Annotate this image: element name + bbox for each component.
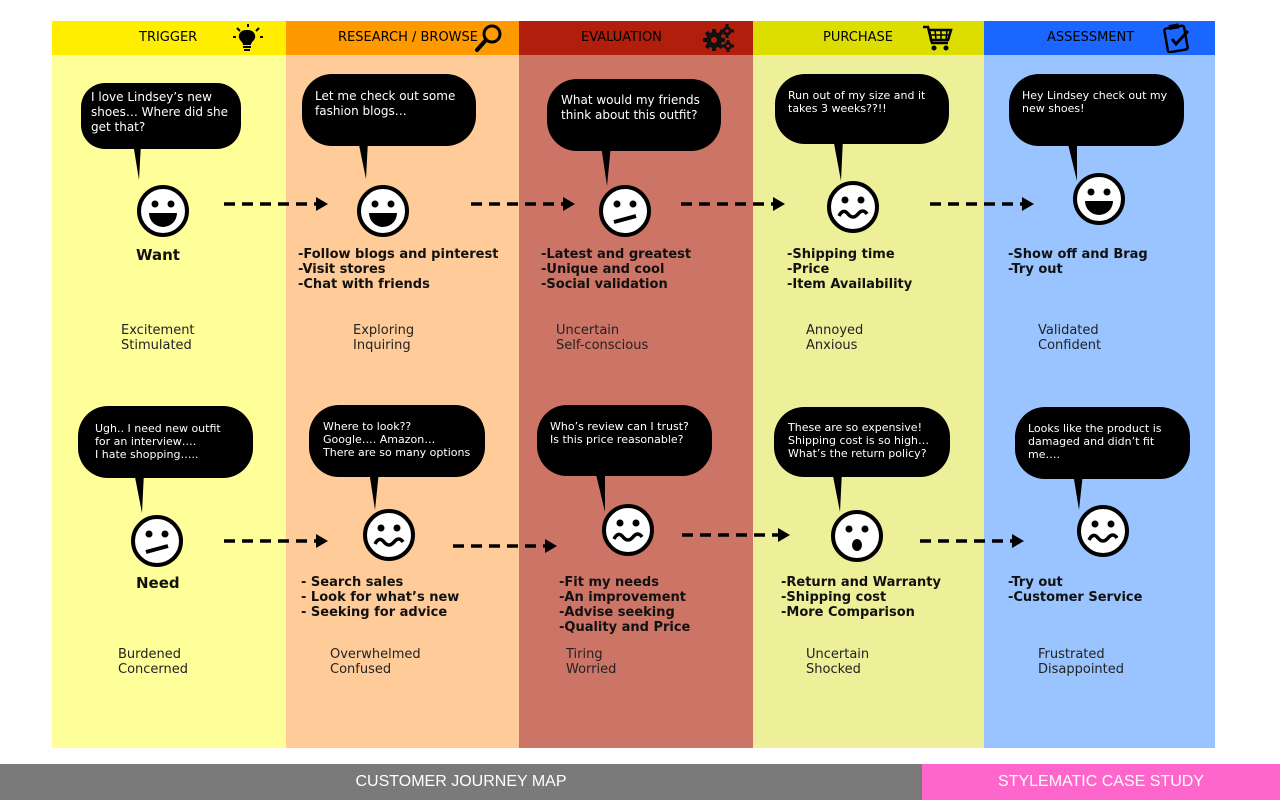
emotion-item: Disappointed (1038, 662, 1125, 677)
stage-title: TRIGGER (139, 30, 198, 45)
speech-bubble (775, 74, 949, 182)
wavy-face-icon (601, 503, 655, 557)
emotion-item: Tiring (566, 647, 603, 662)
speech-bubble (1009, 74, 1184, 182)
touchpoint-list (559, 575, 690, 635)
speech-bubble (537, 405, 712, 513)
wavy-face-icon (826, 180, 880, 234)
footer-case-study-bar (922, 764, 1280, 800)
row-label-need: Need (136, 574, 180, 592)
emotion-item: Anxious (806, 338, 858, 353)
emotion-item: Self-conscious (556, 338, 649, 353)
speech-bubble (774, 407, 950, 513)
stage-title: ASSESSMENT (1047, 30, 1135, 45)
arrow-right-icon (453, 538, 559, 554)
arrow-right-icon (224, 196, 330, 212)
wavy-face-icon (362, 508, 416, 562)
emotion-item: Concerned (118, 662, 189, 677)
stage-title: PURCHASE (823, 30, 893, 45)
happy-face-icon (356, 184, 410, 238)
footer-title-bar (0, 764, 922, 800)
stage-title: RESEARCH / BROWSE (338, 30, 478, 45)
touchpoint-item: -Chat with friends (298, 277, 430, 292)
touchpoint-item: -Unique and cool (541, 262, 665, 277)
touchpoint-item: -More Comparison (781, 605, 915, 620)
arrow-right-icon (681, 196, 787, 212)
emotion-item: Stimulated (121, 338, 192, 353)
footer-case-study: STYLEMATIC CASE STUDY (998, 773, 1204, 790)
touchpoint-item: -Follow blogs and pinterest (298, 247, 499, 262)
touchpoint-item: - Search sales (301, 575, 404, 590)
bubble-text: Ugh.. I need new outfit for an interview…. I hate shopping….. (95, 422, 221, 461)
touchpoint-list (1008, 247, 1148, 277)
speech-bubble (1015, 407, 1190, 511)
touchpoint-item: -Visit stores (298, 262, 386, 277)
wavy-face-icon (1076, 504, 1130, 558)
emotion-item: Shocked (806, 662, 861, 677)
touchpoint-item: -Social validation (541, 277, 668, 292)
bubble-text: Looks like the product is damaged and didn’t fit me…. (1028, 422, 1162, 461)
touchpoint-item: -Customer Service (1008, 590, 1143, 605)
touchpoint-item: -Show off and Brag (1008, 247, 1148, 262)
stage-title: EVALUATION (581, 30, 662, 45)
arrow-right-icon (471, 196, 577, 212)
emotion-item: Overwhelmed (330, 647, 421, 662)
emotion-list (1038, 323, 1101, 353)
touchpoint-list (541, 247, 691, 292)
footer-title: CUSTOMER JOURNEY MAP (355, 773, 567, 790)
emotion-list (556, 323, 648, 353)
touchpoint-item: -Try out (1008, 262, 1063, 277)
emotion-item: Validated (1038, 323, 1099, 338)
touchpoint-item: -Try out (1008, 575, 1063, 590)
emotion-item: Excitement (121, 323, 195, 338)
speech-bubble (309, 405, 485, 511)
touchpoint-list (298, 247, 498, 292)
touchpoint-item: - Look for what’s new (301, 590, 460, 605)
shopping-cart-icon (921, 23, 953, 53)
bubble-text: I love Lindsey’s new shoes… Where did she get that? (91, 90, 228, 134)
emotion-item: Worried (566, 662, 617, 677)
bubble-text: Let me check out some fashion blogs… (315, 89, 456, 118)
touchpoint-item: -Advise seeking (559, 605, 675, 620)
bubble-text: Hey Lindsey check out my new shoes! (1022, 89, 1168, 115)
lightbulb-icon (232, 23, 264, 53)
emotion-list (330, 647, 421, 677)
touchpoint-list (787, 247, 912, 292)
touchpoint-item: -Shipping time (787, 247, 895, 262)
arrow-right-icon (224, 533, 330, 549)
happy-face-icon (136, 184, 190, 238)
touchpoint-item: -Fit my needs (559, 575, 659, 590)
touchpoint-item: -Price (787, 262, 830, 277)
emotion-list (353, 323, 414, 353)
touchpoint-item: -Return and Warranty (781, 575, 941, 590)
gears-icon (702, 23, 734, 53)
arrow-right-icon (920, 533, 1026, 549)
speech-bubble (302, 74, 476, 180)
touchpoint-item: -Quality and Price (559, 620, 691, 635)
surprised-face-icon (830, 509, 884, 563)
emotion-item: Uncertain (556, 323, 620, 338)
touchpoint-list (301, 575, 459, 620)
emotion-item: Confused (330, 662, 392, 677)
emotion-list (121, 323, 195, 353)
emotion-list (806, 323, 863, 353)
emotion-item: Inquiring (353, 338, 411, 353)
touchpoint-list (1008, 575, 1142, 605)
emotion-list (118, 647, 188, 677)
speech-bubble (81, 83, 241, 181)
emotion-item: Burdened (118, 647, 182, 662)
emotion-item: Annoyed (806, 323, 864, 338)
emotion-item: Frustrated (1038, 647, 1105, 662)
bubble-text: What would my friends think about this outfit? (561, 93, 700, 122)
touchpoint-list (781, 575, 941, 620)
bubble-text: Where to look?? Google…. Amazon… There are so many options (323, 420, 471, 459)
magnifier-icon (473, 23, 505, 53)
emotion-item: Confident (1038, 338, 1102, 353)
clipboard-check-icon (1161, 23, 1193, 53)
row-label-want: Want (136, 246, 180, 264)
arrow-right-icon (930, 196, 1036, 212)
emotion-item: Uncertain (806, 647, 870, 662)
bubble-text: Who’s review can I trust? Is this price reasonable? (550, 420, 689, 446)
bubble-text: These are so expensive! Shipping cost is so high… What’s the return policy? (788, 421, 930, 460)
touchpoint-item: -An improvement (559, 590, 687, 605)
emotion-list (566, 647, 616, 677)
unsure-face-icon (598, 184, 652, 238)
arrow-right-icon (682, 527, 792, 543)
touchpoint-item: - Seeking for advice (301, 605, 448, 620)
touchpoint-item: -Latest and greatest (541, 247, 692, 262)
bubble-text: Run out of my size and it takes 3 weeks??!! (788, 89, 926, 115)
touchpoint-item: -Item Availability (787, 277, 913, 292)
speech-bubble (547, 79, 721, 187)
speech-bubble (78, 406, 253, 514)
touchpoint-item: -Shipping cost (781, 590, 887, 605)
unsure-face-icon (130, 514, 184, 568)
emotion-item: Exploring (353, 323, 415, 338)
happy-face-icon (1072, 172, 1126, 226)
emotion-list (1038, 647, 1124, 677)
emotion-list (806, 647, 869, 677)
